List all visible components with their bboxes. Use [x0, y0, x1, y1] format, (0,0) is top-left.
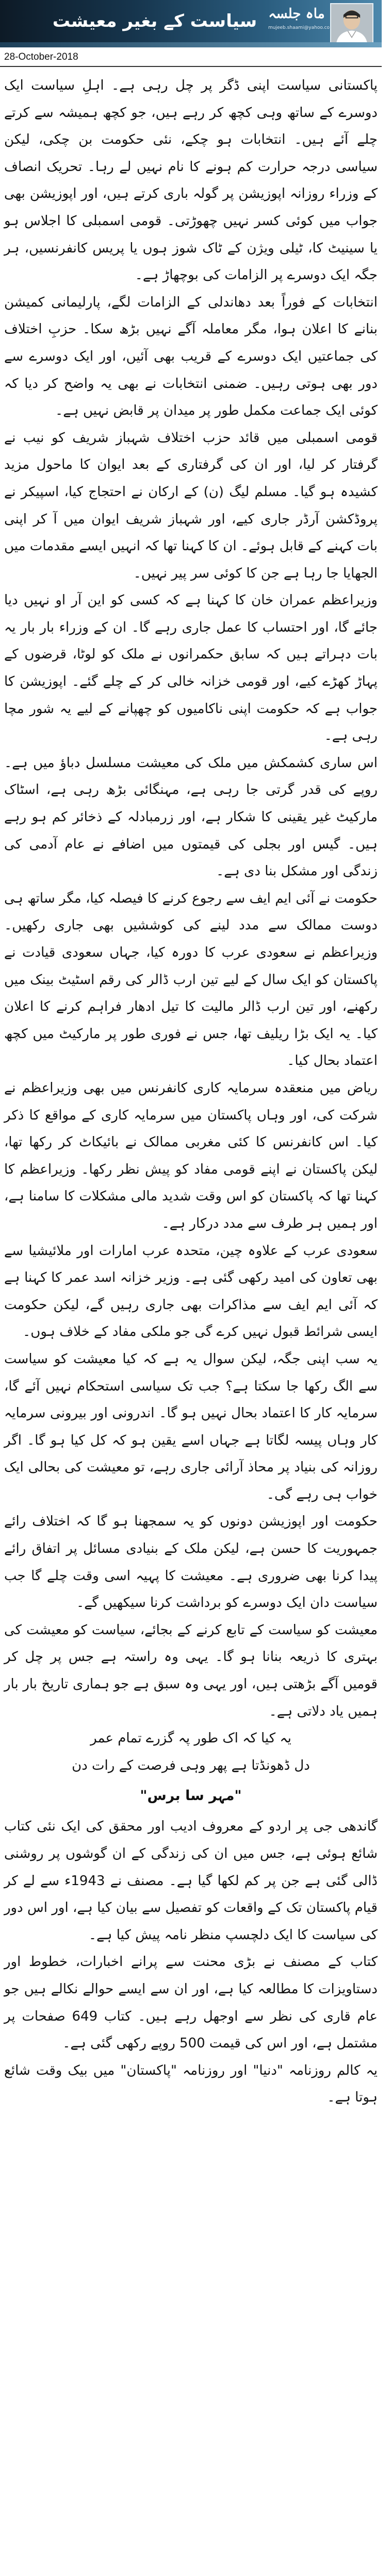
author-portrait [330, 3, 373, 45]
article-paragraph: انتخابات کے فوراً بعد دھاندلی کے الزامات لگے، پارلیمانی کمیشن بنانے کا اعلان ہوا، مگر معاملہ آگے نہیں بڑھ سکا۔ حزبِ اختلاف کی جماعتیں ایک دوسرے کے قریب بھی آئیں، اور ایک دوسرے سے دور بھی ہوتی رہیں۔ ضمنی انتخابات نے بھی یہ واضح کر دیا کہ کوئی ایک جماعت مکمل طور پر میدان پر قابض نہیں ہے۔ [4, 294, 378, 419]
header-banner [0, 0, 382, 47]
verse-line: یہ کیا کہ اک طور پہ گزرے تمام عمر [90, 1731, 291, 1747]
article-paragraph: حکومت نے آئی ایم ایف سے رجوع کرنے کا فیصلہ کیا، مگر ساتھ ہی دوست ممالک سے مدد لینے کی کوششیں بھی جاری رکھیں۔ وزیراعظم نے سعودی عرب کا دورہ کیا، جہاں سعودی قیادت نے پاکستان کو ایک سال کے لیے تین ارب ڈالر کی رقم اسٹیٹ بینک میں رکھنے، اور تین ارب ڈالر مالیت کا تیل ادھار فراہم کرنے کا اعلان کیا۔ یہ ایک بڑا ریلیف تھا، جس نے فوری طور پر مارکیٹ میں کچھ اعتماد بحال کیا۔ [4, 890, 378, 1069]
article-paragraph: یہ سب اپنی جگہ، لیکن سوال یہ ہے کہ کیا معیشت کو سیاست سے الگ رکھا جا سکتا ہے؟ جب تک سیاسی استحکام نہیں آئے گا، سرمایہ کار کا اعتماد بحال نہیں ہو گا۔ اندرونی اور بیرونی سرمایہ کار وہاں پیسہ لگاتا ہے جہاں اسے یقین ہو کہ کل کیا ہو گا۔ اگر روزانہ کی بنیاد پر محاذ آرائی جاری رہے، تو معیشت کی بحالی ایک خواب ہی رہے گی۔ [4, 1351, 378, 1502]
article-paragraph: معیشت کو سیاست کے تابع کرنے کے بجائے، سیاست کو معیشت کی بہتری کا ذریعہ بنانا ہو گا۔ یہی وہ راستہ ہے جس پر چل کر قومیں آگے بڑھتی ہیں، اور یہی وہ سبق ہے جو ہماری تاریخ بار بار ہمیں یاد دلاتی ہے۔ [4, 1622, 378, 1719]
article-paragraph: وزیراعظم عمران خان کا کہنا ہے کہ کسی کو این آر او نہیں دیا جائے گا، اور احتساب کا عمل جاری رہے گا۔ ان کے وزراء بار بار یہ بات دہراتے ہیں کہ سابق حکمرانوں نے ملک کو لوٹا، قرضوں کے پہاڑ کھڑے کیے، اور قومی خزانہ خالی کر کے چلے گئے۔ اپوزیشن کا جواب ہے کہ حکومت اپنی ناکامیوں کو چھپانے کے لیے یہ شور مچا رہی ہے۔ [4, 592, 378, 744]
article-paragraph: گاندھی جی پر اردو کے معروف ادیب اور محقق کی ایک نئی کتاب شائع ہوئی ہے، جس میں ان کی زندگی کے ان گوشوں پر روشنی ڈالی گئی ہے جن پر کم لکھا گیا ہے۔ مصنف نے 1943ء سے لے کر قیام پاکستان تک کے واقعات کو تفصیل سے بیان کیا ہے، اور اس دور کی سیاست کا ایک دلچسپ منظر نامہ پیش کیا ہے۔ [4, 1819, 378, 1943]
author-portrait-icon [331, 4, 372, 44]
article-body [0, 72, 382, 2111]
logo-name: ماہ جلسہ [268, 6, 325, 22]
author-email: mujeeb.shaami@yahoo.co [268, 25, 330, 30]
article-paragraph: قومی اسمبلی میں قائد حزب اختلاف شہباز شریف کو نیب نے گرفتار کر لیا، اور ان کی گرفتاری کے بعد ایوان کا ماحول مزید کشیدہ ہو گیا۔ مسلم لیگ (ن) کے ارکان نے احتجاج کیا، اسپیکر نے پروڈکشن آرڈر جاری کیے، اور شہباز شریف ایوان میں آ کر اپنی بات کہنے کے قابل ہوئے۔ ان کا کہنا تھا کہ انہیں ایسے مقدمات میں الجھایا جا رہا ہے جن کا کوئی سر پیر نہیں۔ [4, 430, 378, 581]
verse-line: دل ڈھونڈتا ہے پھر وہی فرصت کے رات دن [72, 1757, 310, 1773]
article-paragraph: کتاب کے مصنف نے بڑی محنت سے پرانے اخبارات، خطوط اور دستاویزات کا مطالعہ کیا ہے، اور ان سے ایسے حوالے نکالے ہیں جو عام قاری کی نظر سے اوجھل رہے ہیں۔ کتاب 649 صفحات پر مشتمل ہے، اور اس کی قیمت 500 روپے رکھی گئی ہے۔ [4, 1954, 378, 2052]
article-paragraph: حکومت اور اپوزیشن دونوں کو یہ سمجھنا ہو گا کہ اختلاف رائے جمہوریت کا حسن ہے، لیکن ملک کے بنیادی مسائل پر اتفاق رائے پیدا کرنا بھی ضروری ہے۔ معیشت کا پہیہ اسی وقت چلے گا جب سیاست دان ایک دوسرے کو برداشت کرنا سیکھیں گے۔ [4, 1514, 378, 1611]
header-divider [0, 66, 382, 67]
article-paragraph: ریاض میں منعقدہ سرمایہ کاری کانفرنس میں بھی وزیراعظم نے شرکت کی، اور وہاں پاکستان میں سرمایہ کاری کے مواقع کا ذکر کیا۔ اس کانفرنس کا کئی مغربی ممالک نے بائیکاٹ کر رکھا تھا، لیکن پاکستان نے اپنے قومی مفاد کو پیش نظر رکھا۔ وزیراعظم کا کہنا تھا کہ پاکستان کو اس وقت شدید مالی مشکلات کا سامنا ہے، اور ہمیں ہر طرف سے مدد درکار ہے۔ [4, 1080, 378, 1231]
article-paragraph: اس ساری کشمکش میں ملک کی معیشت مسلسل دباؤ میں ہے۔ روپے کی قدر گرتی جا رہی ہے، مہنگائی بڑھ رہی ہے، اسٹاک مارکیٹ غیر یقینی کا شکار ہے، اور زرمبادلہ کے ذخائر کم ہو رہے ہیں۔ گیس اور بجلی کی قیمتوں میں اضافے نے عام آدمی کی زندگی اور مشکل بنا دی ہے۔ [4, 755, 378, 879]
column-header [0, 0, 392, 77]
column-title: سیاست کے بغیر معیشت [52, 11, 257, 31]
article-paragraph: یہ کالم روزنامہ "دنیا" اور روزنامہ "پاکستان" میں بیک وقت شائع ہوتا ہے۔ [4, 2062, 378, 2106]
article-paragraph: سعودی عرب کے علاوہ چین، متحدہ عرب امارات اور ملائیشیا سے بھی تعاون کی امید رکھی گئی ہے۔ وزیر خزانہ اسد عمر کا کہنا ہے کہ آئی ایم ایف سے مذاکرات بھی جاری رہیں گے، لیکن حکومت ایسی شرائط قبول نہیں کرے گی جو ملکی مفاد کے خلاف ہوں۔ [4, 1243, 378, 1340]
publish-date: 28-October-2018 [4, 52, 78, 62]
article-paragraph: پاکستانی سیاست اپنی ڈگر پر چل رہی ہے۔ اہلِ سیاست ایک دوسرے کے ساتھ وہی کچھ کر رہے ہیں، جو کچھ ہمیشہ سے کرتے چلے آئے ہیں۔ انتخابات ہو چکے، نئی حکومت بن چکی، لیکن سیاسی درجہ حرارت کم ہونے کا نام نہیں لے رہا۔ تحریک انصاف کے وزراء روزانہ اپوزیشن پر گولہ باری کرتے ہیں، اور اپوزیشن بھی جواب میں کوئی کسر نہیں چھوڑتی۔ قومی اسمبلی کا اجلاس ہو یا سینیٹ کا، ٹیلی ویژن کے ٹاک شوز ہوں یا پریس کانفرنسیں، ہر جگہ ایک دوسرے پر الزامات کی بوچھاڑ ہے۔ [4, 78, 378, 283]
column-logo [268, 3, 330, 44]
section-subheading: "مہر سا برس" [140, 1788, 242, 1804]
